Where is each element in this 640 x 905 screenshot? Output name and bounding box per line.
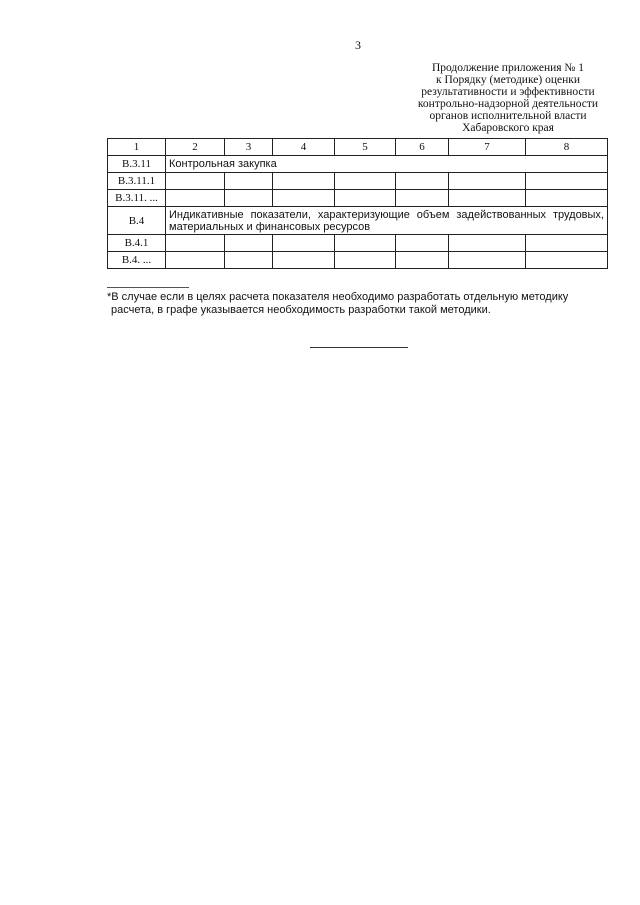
- table-row: [108, 252, 608, 269]
- header-line: Продолжение приложения № 1: [431, 62, 585, 74]
- page-number: 3: [355, 38, 361, 52]
- table-cell: [166, 190, 225, 207]
- table-cell: [166, 252, 225, 269]
- row-code: В.4: [108, 207, 166, 235]
- row-description: Индикативные показатели, характеризующие объем задействованных трудовых, материальных и финансовых ресурсов: [166, 207, 608, 235]
- indicators-table: [107, 138, 608, 269]
- row-code: В.4.1: [108, 235, 166, 252]
- table-cell: [335, 173, 396, 190]
- column-header: 4: [273, 139, 335, 156]
- table-cell: [449, 235, 526, 252]
- table-cell: [225, 252, 273, 269]
- table-cell: [526, 235, 608, 252]
- table-cell: [166, 173, 225, 190]
- table-cell: [225, 173, 273, 190]
- end-rule: [310, 347, 408, 348]
- row-description: Контрольная закупка: [166, 156, 608, 173]
- table-cell: [396, 235, 449, 252]
- column-header: 2: [166, 139, 225, 156]
- table-cell: [396, 190, 449, 207]
- table-cell: [335, 252, 396, 269]
- table-row: [108, 173, 608, 190]
- table-cell: [335, 235, 396, 252]
- table-cell: [526, 173, 608, 190]
- header-line: органов исполнительной власти: [429, 110, 587, 122]
- footnote: [107, 291, 607, 316]
- column-header: 5: [335, 139, 396, 156]
- table-cell: [396, 173, 449, 190]
- table-cell: [335, 190, 396, 207]
- header-line: контрольно-надзорной деятельности: [417, 98, 599, 110]
- header-line: Хабаровского края: [462, 122, 554, 134]
- column-header: 8: [526, 139, 608, 156]
- table-cell: [225, 190, 273, 207]
- table-cell: [273, 252, 335, 269]
- table-cell: [273, 173, 335, 190]
- column-header: 7: [449, 139, 526, 156]
- table-cell: [273, 190, 335, 207]
- table-cell: [449, 252, 526, 269]
- table-cell: [449, 173, 526, 190]
- row-code: В.3.11. ...: [108, 190, 166, 207]
- header-line: результативности и эффективности: [421, 86, 595, 98]
- table-cell: [526, 190, 608, 207]
- row-code: В.3.11: [108, 156, 166, 173]
- table-cell: [273, 235, 335, 252]
- table-cell: [526, 252, 608, 269]
- table-row: [108, 190, 608, 207]
- appendix-header: [398, 62, 618, 134]
- table-cell: [225, 235, 273, 252]
- column-header: 3: [225, 139, 273, 156]
- column-header: 6: [396, 139, 449, 156]
- table-row: [108, 207, 608, 235]
- table-cell: [166, 235, 225, 252]
- footnote-separator: [107, 287, 189, 288]
- footnote-line: расчета, в графе указывается необходимость разработки такой методики.: [111, 303, 491, 316]
- row-code: В.3.11.1: [108, 173, 166, 190]
- table-row: [108, 156, 608, 173]
- table-cell: [449, 190, 526, 207]
- table-row: [108, 235, 608, 252]
- column-header: 1: [108, 139, 166, 156]
- table-cell: [396, 252, 449, 269]
- row-code: В.4. ...: [108, 252, 166, 269]
- footnote-line: *В случае если в целях расчета показателя необходимо разработать отдельную методику: [107, 291, 569, 303]
- table-header-row: [108, 139, 608, 156]
- header-line: к Порядку (методике) оценки: [436, 74, 580, 86]
